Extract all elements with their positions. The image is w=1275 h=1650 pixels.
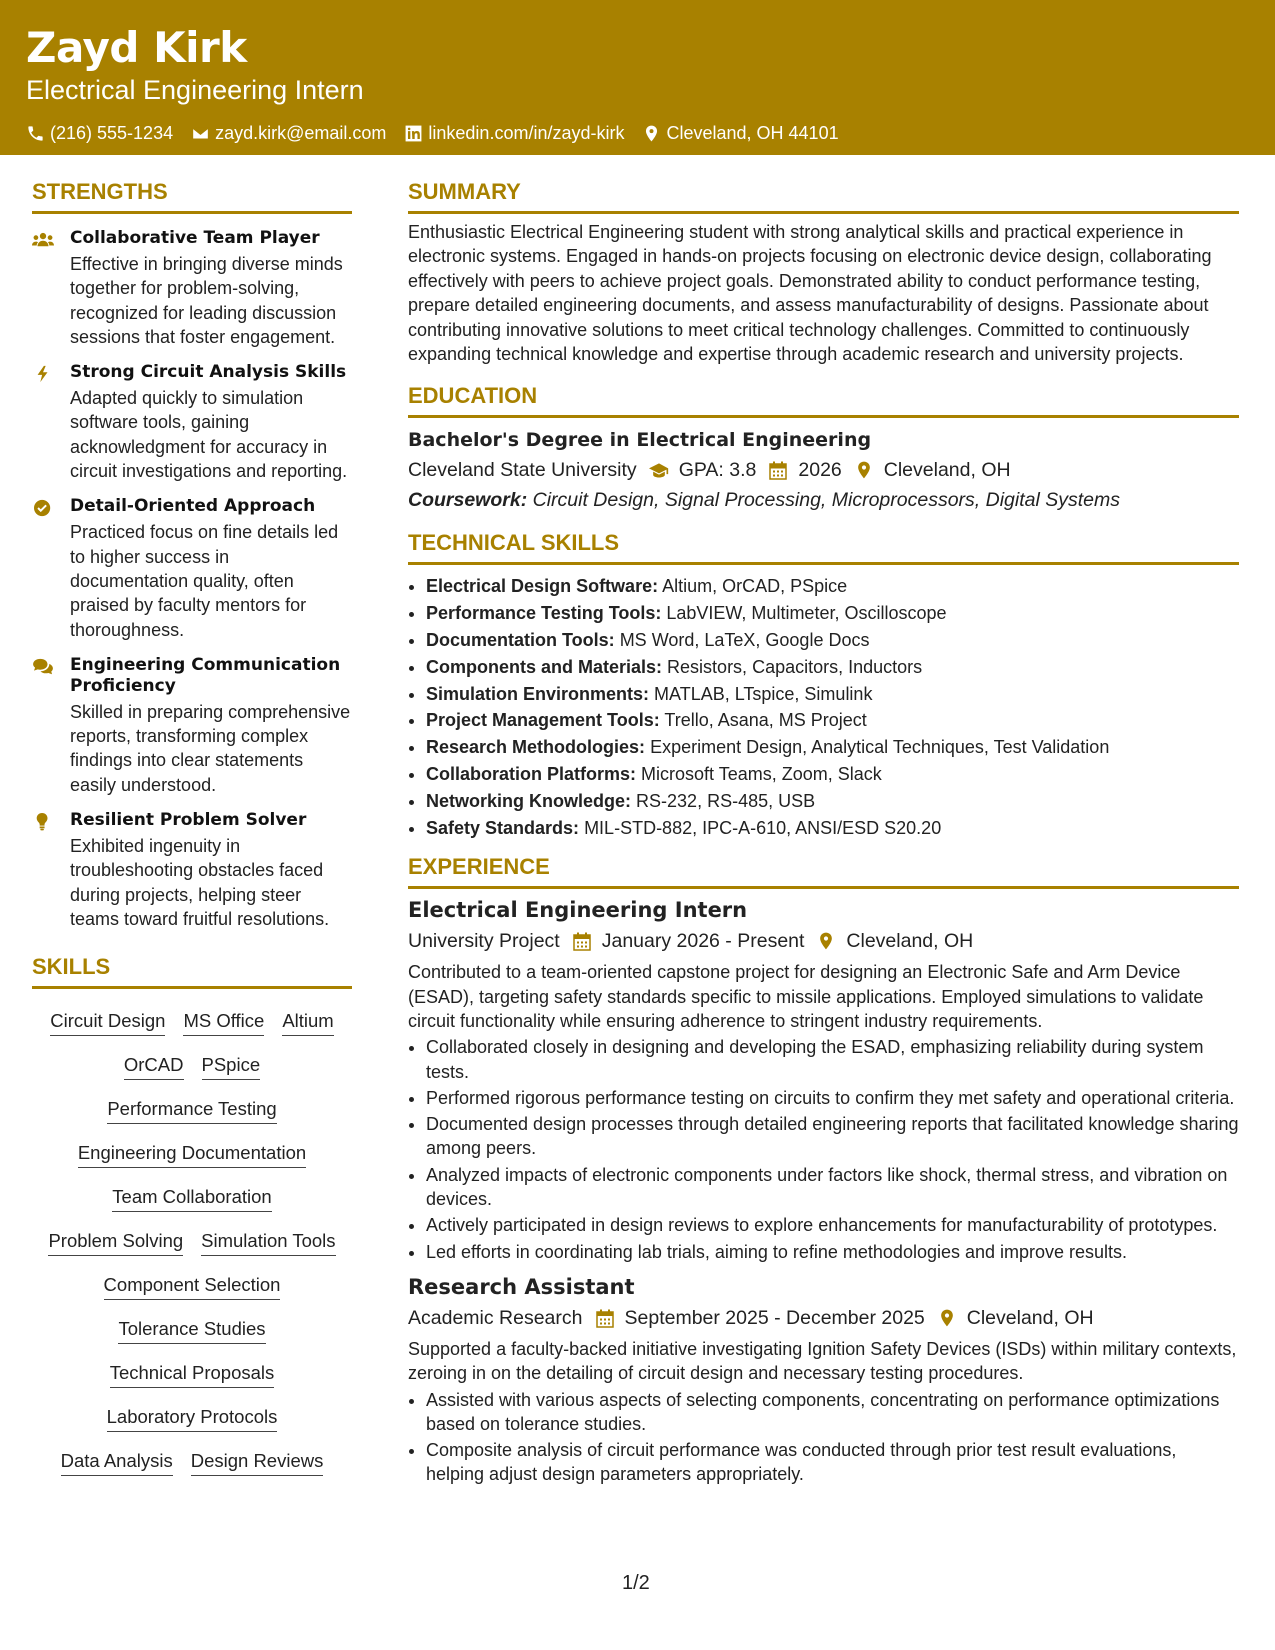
tech-skill-label: Project Management Tools: (426, 710, 660, 731)
map-pin-icon (816, 931, 836, 951)
skill-tag: MS Office (183, 1009, 264, 1036)
tech-skill-value: RS-232, RS-485, USB (636, 790, 816, 811)
strength-desc: Effective in bringing diverse minds together for problem-solving, recognized for leading discussion sessions that foster engagement. (70, 254, 343, 347)
tech-skill-value: MIL-STD-882, IPC-A-610, ANSI/ESD S20.20 (584, 817, 942, 838)
tech-skill-label: Safety Standards: (426, 817, 580, 838)
job-description: Supported a faculty-backed initiative investigating Ignition Safety Devices (ISDs) within military contexts, zeroing in on the detailing of circuit design and necessary testing procedures. (408, 1338, 1237, 1384)
candidate-title: Electrical Engineering Intern (26, 75, 364, 105)
skill-tag: OrCAD (124, 1053, 184, 1080)
job-entry (408, 1274, 1239, 1487)
school-location: Cleveland, OH (883, 459, 1011, 482)
left-column (32, 178, 352, 1485)
tech-skill-value: MATLAB, LTspice, Simulink (654, 683, 873, 704)
strength-item (32, 362, 352, 483)
job-entry (408, 897, 1239, 1264)
list-item: • Performed rigorous performance testing on circuits to confirm they met safety and operational criteria. (426, 1086, 1239, 1110)
users-icon (32, 231, 54, 249)
skill-tag: Simulation Tools (201, 1229, 335, 1256)
education-heading: EDUCATION (408, 382, 1239, 418)
list-item (426, 681, 1239, 708)
experience-heading: EXPERIENCE (408, 853, 1239, 889)
list-item (426, 815, 1239, 842)
skill-tag: Team Collaboration (112, 1185, 271, 1212)
check-circle-icon (32, 499, 54, 517)
skill-tag: Circuit Design (50, 1009, 165, 1036)
tech-skill-label: Collaboration Platforms: (426, 764, 637, 785)
list-item: • Actively participated in design reviews to explore enhancements for manufacturability of prototypes. (426, 1213, 1239, 1237)
list-item (426, 707, 1239, 734)
list-item (426, 734, 1239, 761)
phone-icon (26, 124, 45, 143)
strength-title: Engineering Communication Proficiency (70, 654, 341, 696)
strengths-heading: STRENGTHS (32, 178, 352, 214)
job-description: Contributed to a team-oriented capstone project for designing an Electronic Safe and Arm Device (ESAD), targeting safety standards specific to missile applications. Employed simulations to validate circuit functionality while ensuring adherence to stringent industry requirements. (408, 962, 1204, 1031)
skill-tag: Engineering Documentation (78, 1141, 306, 1168)
coursework-list: Circuit Design, Signal Processing, Microprocessors, Digital Systems (532, 489, 1120, 512)
strength-item (32, 810, 352, 931)
skills-heading: SKILLS (32, 953, 352, 989)
contact-phone[interactable] (26, 122, 173, 144)
strength-desc: Adapted quickly to simulation software tools, gaining acknowledgment for accuracy in circuit investigations and reporting. (70, 388, 348, 482)
skill-tag: Problem Solving (48, 1229, 183, 1256)
skill-tag: Component Selection (104, 1273, 281, 1300)
strength-desc: Exhibited ingenuity in troubleshooting obstacles faced during projects, helping steer teams toward fruitful resolutions. (70, 836, 330, 929)
strength-item (32, 655, 352, 797)
list-item (426, 788, 1239, 815)
skill-tag: PSpice (202, 1053, 261, 1080)
job-dates: January 2026 - Present (601, 930, 805, 953)
strength-item (32, 228, 352, 349)
tech-skill-value: Trello, Asana, MS Project (664, 710, 867, 731)
skill-tag: Laboratory Protocols (107, 1405, 278, 1432)
technical-skills-list (408, 573, 1239, 841)
job-title: Electrical Engineering Intern (408, 898, 748, 923)
graduation-cap-icon (649, 460, 669, 480)
lightbulb-icon (32, 813, 54, 831)
list-item: • Documented design processes through detailed engineering reports that facilitated knowledge sharing among peers. (426, 1112, 1239, 1161)
skill-tag: Data Analysis (61, 1449, 173, 1476)
right-column (408, 178, 1239, 1489)
job-title: Research Assistant (408, 1274, 635, 1299)
strength-desc: Skilled in preparing comprehensive reports, transforming complex findings into clear statements easily understood. (70, 701, 351, 795)
tech-skill-label: Documentation Tools: (426, 630, 615, 651)
strength-item (32, 496, 352, 641)
job-bullets (408, 1388, 1239, 1487)
list-item (426, 627, 1239, 654)
calendar-icon (572, 931, 592, 951)
job-org: University Project (408, 930, 560, 953)
skill-tag: Altium (282, 1009, 333, 1036)
education-meta (408, 457, 1239, 483)
skill-tag: Tolerance Studies (118, 1317, 265, 1344)
strength-title: Detail-Oriented Approach (70, 496, 316, 517)
linkedin-icon (404, 124, 423, 143)
map-pin-icon (642, 124, 661, 143)
strength-title: Collaborative Team Player (70, 228, 320, 248)
skill-tag: Design Reviews (191, 1449, 324, 1476)
calendar-icon (595, 1308, 615, 1328)
page-number: 1/2 (622, 1572, 650, 1594)
strength-title: Resilient Problem Solver (70, 810, 307, 831)
contact-location-text: Cleveland, OH 44101 (666, 123, 839, 143)
contact-phone-text: (216) 555-1234 (50, 123, 174, 143)
tech-skill-label: Electrical Design Software: (426, 576, 659, 597)
tech-skill-label: Components and Materials: (426, 656, 663, 677)
list-item (426, 761, 1239, 788)
school-name: Cleveland State University (408, 459, 637, 482)
map-pin-icon (854, 460, 874, 480)
bolt-icon (32, 365, 54, 383)
summary-text: Enthusiastic Electrical Engineering student with strong analytical skills and practical experience in electronic systems. Engaged in hands-on projects focusing on electronic device design, collaborating effectively with peers to achieve project goals. Demonstrated ability to conduct performance testing, prepare detailed engineering documents, and assess manufacturability of designs. Passionate about contributing innovative solutions to meet critical technology challenges. Committed to continuously expanding technical knowledge and expertise through academic research and university projects. (408, 222, 1212, 365)
job-location: Cleveland, OH (966, 1306, 1094, 1329)
list-item (426, 600, 1239, 627)
calendar-icon (768, 460, 788, 480)
gpa: GPA: 3.8 (678, 459, 757, 482)
coursework-label: Coursework: (408, 489, 528, 512)
strength-title: Strong Circuit Analysis Skills (70, 362, 347, 383)
candidate-name: Zayd Kirk (26, 23, 247, 72)
job-dates: September 2025 - December 2025 (624, 1306, 925, 1329)
tech-skill-value: Experiment Design, Analytical Techniques, Test Validation (650, 737, 1110, 758)
list-item (426, 654, 1239, 681)
job-meta (408, 928, 1239, 954)
coursework (408, 487, 1239, 513)
tech-skill-value: MS Word, LaTeX, Google Docs (619, 630, 870, 651)
tech-skill-label: Simulation Environments: (426, 683, 650, 704)
list-item: • Composite analysis of circuit performance was conducted through prior test result evaluations, helping adjust design parameters appropriately. (426, 1438, 1239, 1487)
resume-header (0, 0, 1275, 155)
tech-skill-label: Performance Testing Tools: (426, 603, 662, 624)
contact-email[interactable] (191, 122, 386, 144)
tech-skill-label: Research Methodologies: (426, 737, 646, 758)
skills-list (32, 1001, 352, 1485)
map-pin-icon (937, 1308, 957, 1328)
list-item: • Led efforts in coordinating lab trials, aiming to refine methodologies and improve results. (426, 1240, 1239, 1264)
list-item: • Assisted with various aspects of selecting components, concentrating on performance optimizations based on tolerance studies. (426, 1388, 1239, 1437)
strength-desc: Practiced focus on fine details led to higher success in documentation quality, often praised by faculty mentors for thoroughness. (70, 522, 339, 640)
contact-bar (26, 122, 1249, 144)
skill-tag: Technical Proposals (110, 1361, 275, 1388)
job-bullets (408, 1035, 1239, 1264)
contact-linkedin[interactable] (404, 122, 624, 144)
contact-location (642, 122, 838, 144)
comments-icon (32, 658, 54, 676)
list-item: • Collaborated closely in designing and developing the ESAD, emphasizing reliability during system tests. (426, 1035, 1239, 1084)
tech-skill-value: Resistors, Capacitors, Inductors (667, 656, 923, 677)
technical-skills-heading: TECHNICAL SKILLS (408, 529, 1239, 565)
contact-linkedin-text: linkedin.com/in/zayd-kirk (428, 123, 625, 143)
envelope-icon (191, 124, 210, 143)
summary-heading: SUMMARY (408, 178, 1239, 214)
job-location: Cleveland, OH (846, 930, 974, 953)
tech-skill-label: Networking Knowledge: (426, 790, 632, 811)
degree-title: Bachelor's Degree in Electrical Engineering (408, 429, 872, 452)
tech-skill-value: Microsoft Teams, Zoom, Slack (641, 764, 882, 785)
list-item: • Analyzed impacts of electronic components under factors like shock, thermal stress, and vibration on devices. (426, 1163, 1239, 1212)
tech-skill-value: Altium, OrCAD, PSpice (662, 576, 848, 597)
tech-skill-value: LabVIEW, Multimeter, Oscilloscope (666, 603, 947, 624)
contact-email-text: zayd.kirk@email.com (215, 123, 387, 143)
job-meta (408, 1305, 1239, 1331)
skill-tag: Performance Testing (107, 1097, 276, 1124)
list-item (426, 573, 1239, 600)
job-org: Academic Research (408, 1306, 583, 1329)
graduation-year: 2026 (798, 459, 842, 482)
